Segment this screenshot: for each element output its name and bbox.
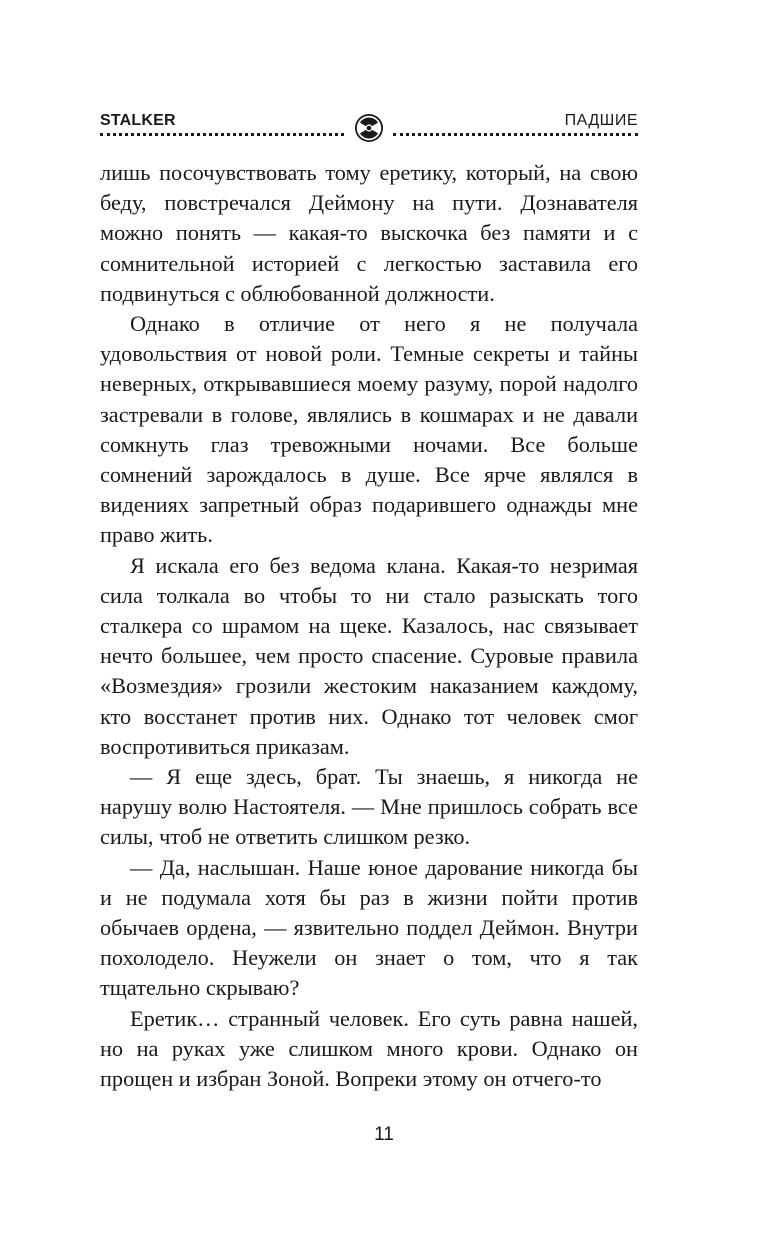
book-title: ПАДШИЕ bbox=[564, 112, 638, 129]
paragraph: лишь посочувствовать тому еретику, который, на свою беду, повстречался Деймону на пути. Дознавателя можно понять — какая-то выскочка без памяти и с сомнительной историей с легкостью заставила его подвинуться с облюбованной должности. bbox=[100, 160, 638, 306]
header-dotted-rule-right bbox=[393, 133, 638, 136]
running-header bbox=[100, 108, 638, 142]
body-text bbox=[100, 158, 638, 1094]
paragraph: — Я еще здесь, брат. Ты знаешь, я никогда не нарушу волю Настоятеля. — Мне пришлось собрать все силы, чтоб не ответить слишком резко. bbox=[100, 764, 638, 850]
paragraph: Однако в отличие от него я не получала удовольствия от новой роли. Темные секреты и тайны неверных, открывавшиеся моему разуму, порой надолго застревали в голове, являлись в кошмарах и не давали сомкнуть глаз тревожными ночами. Все больше сомнений зарождалось в душе. Все ярче являлся в видениях запретный образ подарившего однажды мне право жить. bbox=[100, 311, 638, 548]
paragraph: Еретик… странный человек. Его суть равна нашей, но на руках уже слишком много крови. Однако он прощен и избран Зоной. Вопреки этому он отчего-то bbox=[100, 1005, 638, 1092]
radiation-trefoil-icon bbox=[354, 113, 384, 143]
paragraph: Я искала его без ведома клана. Какая-то незримая сила толкала во чтобы то ни стало разыскать того сталкера со шрамом на щеке. Казалось, нас связывает нечто большее, чем просто спасение. Суровые правила «Возмездия» грозили жестоким наказанием каждому, кто восстанет против них. Однако тот человек смог воспротивиться приказам. bbox=[100, 552, 638, 759]
page-number: 11 bbox=[374, 1124, 394, 1145]
paragraph: — Да, наслышан. Наше юное дарование никогда бы и не подумала хотя бы раз в жизни пойти против обычаев ордена, — язвительно поддел Деймон. Внутри похолодело. Неужели он знает о том, что я так тщательно скрываю? bbox=[100, 854, 638, 1001]
header-dotted-rule-left bbox=[100, 133, 344, 136]
series-name: STALKER bbox=[100, 112, 176, 129]
